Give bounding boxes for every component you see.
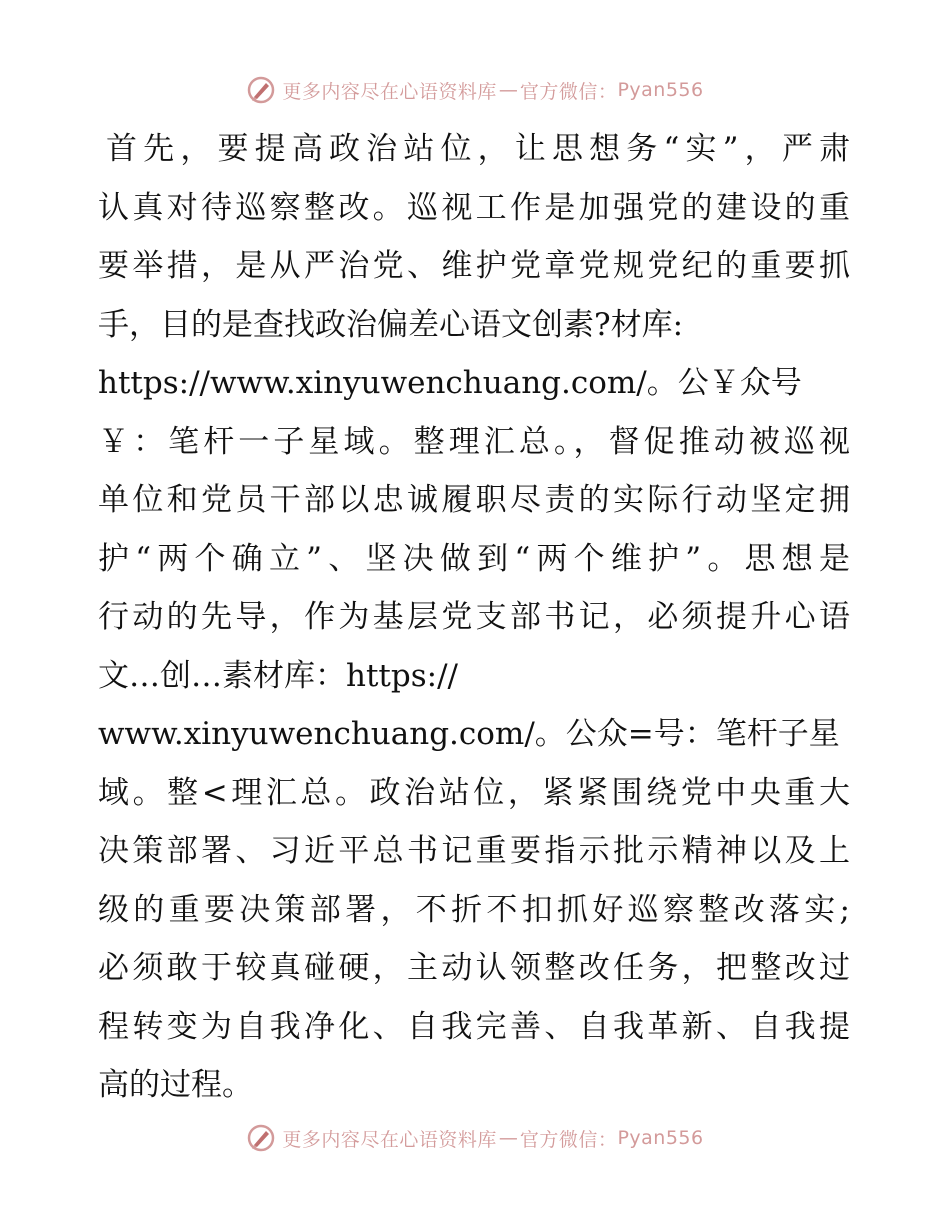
header-watermark xyxy=(0,70,950,110)
watermark-account: Pyan556 xyxy=(617,79,704,101)
text-line: 必须敢于较真碰硬，主动认领整改任务，把整改过 xyxy=(98,950,850,986)
text-line: 首先，要提高政治站位，让思想务“实”，严肃 xyxy=(106,131,850,167)
text-line: www.xinyuwenchuang.com/。公众=号：笔杆子星 xyxy=(98,716,840,752)
watermark-official: 官方微信： xyxy=(519,1128,618,1151)
text-line: 域。整<理汇总。政治站位，紧紧围绕党中央重大 xyxy=(98,774,850,811)
text-line: 行动的先导，作为基层党支部书记，必须提升心语 xyxy=(98,599,850,635)
text-line: 决策部署、习近平总书记重要指示批示精神以及上 xyxy=(98,833,850,869)
text-line: 手，目的是查找政治偏差心语文创素?材库: xyxy=(98,306,684,343)
watermark-text: 更多内容尽在心语资料库 xyxy=(282,80,497,103)
text-line: 单位和党员干部以忠诚履职尽责的实际行动坚定拥 xyxy=(98,482,850,518)
watermark-official: 官方微信： xyxy=(519,80,618,103)
text-line: https://www.xinyuwenchuang.com/。公￥众号 xyxy=(98,365,802,401)
pen-logo-icon xyxy=(246,1123,276,1153)
text-line: 认真对待巡察整改。巡视工作是加强党的建设的重 xyxy=(98,189,850,226)
text-line: 级的重要决策部署，不折不扣抓好巡察整改落实; xyxy=(98,891,850,928)
text-line: 护“两个确立”、坚决做到“两个维护”。思想是 xyxy=(98,540,850,577)
text-line: 要举措，是从严治党、维护党章党规党纪的重要抓 xyxy=(98,248,850,284)
body-paragraph xyxy=(98,120,850,1115)
text-line: ￥：笔杆一子星域。整理汇总。，督促推动被巡视 xyxy=(98,423,850,460)
pen-logo-icon xyxy=(246,75,276,105)
watermark-text: 更多内容尽在心语资料库 xyxy=(282,1128,497,1151)
watermark-separator: — xyxy=(498,79,518,101)
text-line: 文…创…素材库：https:// xyxy=(98,657,458,694)
watermark-separator: — xyxy=(498,1127,518,1149)
watermark-account: Pyan556 xyxy=(617,1127,704,1149)
footer-watermark xyxy=(0,1118,950,1158)
text-line: 高的过程。 xyxy=(98,1067,253,1103)
text-line: 程转变为自我净化、自我完善、自我革新、自我提 xyxy=(98,1008,850,1045)
